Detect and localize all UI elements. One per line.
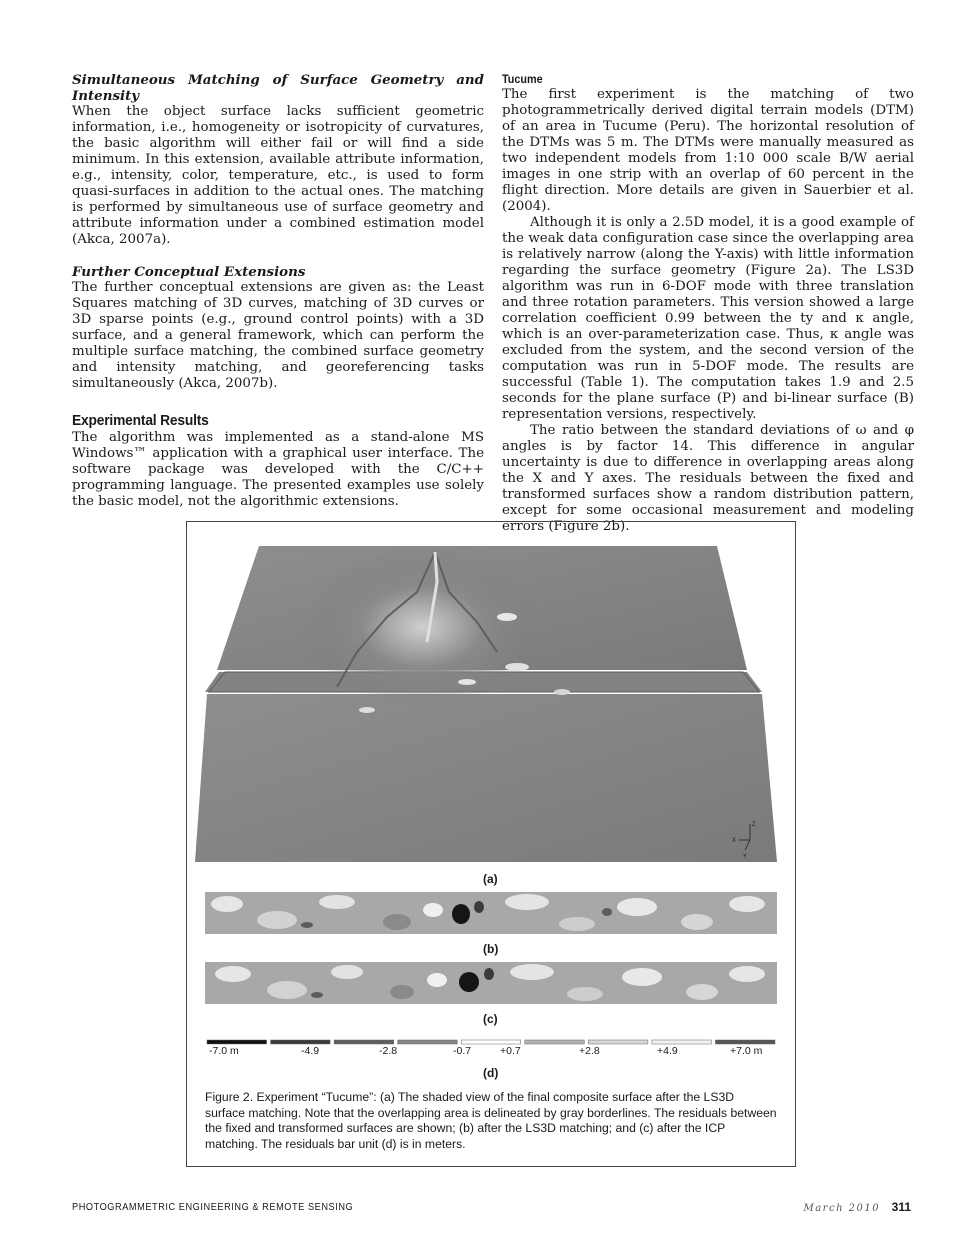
section-heading-tucume: Tucume (502, 72, 543, 86)
footer-page-number: 311 (891, 1200, 911, 1214)
paragraph-tucume-3: The ratio between the standard deviations of ω and φ angles is by factor 14. This difference in angular uncertainty is due to difference in overlapping areas along the X and Y axes. The residuals between the fixed and transformed surfaces show a random distribution pattern, except for some occasional measurement and modeling errors (Figure 2b). (502, 423, 914, 534)
scale-tick-label: +4.9 (657, 1045, 678, 1057)
scale-color-segment (271, 1040, 331, 1044)
lower-surface (195, 694, 777, 862)
panel-c-residual-strip (205, 962, 777, 1004)
scale-color-segment (588, 1040, 648, 1044)
section-heading-simultaneous-matching: Simultaneous Matching of Surface Geometry and Intensity (72, 72, 484, 104)
footer-journal-title: PHOTOGRAMMETRIC ENGINEERING & REMOTE SENSING (72, 1202, 354, 1213)
scale-color-segment (398, 1040, 458, 1044)
terrain-highlight (554, 689, 570, 695)
footer-date: March 2010 (803, 1203, 881, 1214)
panel-a-surface (195, 546, 777, 862)
axis-x-label: X (732, 838, 737, 844)
panel-d-scale-bar (207, 1040, 775, 1044)
paragraph-experimental-results: The algorithm was implemented as a stand-alone MS Windows™ application with a graphical user interface. The software package was developed with the C/C++ programming language. The presented examples use solely the basic model, not the algorithmic extensions. (72, 430, 484, 509)
scale-tick-label: -2.8 (379, 1045, 398, 1057)
section-heading-experimental-results: Experimental Results (72, 412, 209, 429)
paragraph-further-extensions: The further conceptual extensions are given as: the Least Squares matching of 3D curves, matching of 3D curves or 3D sparse points (e.g., ground control points) with a 3D surface, and a general framework, which can perform the multiple surface matching, the combined surface geometry and intensity matching, and georeferencing tasks simultaneously (Akca, 2007b). (72, 280, 484, 391)
terrain-highlight (359, 707, 375, 713)
scale-color-segment (207, 1040, 267, 1044)
terrain-highlight (505, 663, 529, 671)
right-column (502, 72, 914, 535)
panel-label-b: (b) (483, 942, 499, 956)
scale-tick-label: -4.9 (301, 1045, 320, 1057)
scale-tick-label: -7.0 m (209, 1045, 239, 1057)
left-column (72, 72, 484, 510)
scale-color-segment (461, 1040, 521, 1044)
panel-label-a: (a) (483, 872, 498, 886)
terrain-highlight (497, 613, 517, 621)
figure-caption-text: Figure 2. Experiment “Tucume”: (a) The shaded view of the final composite surface after the LS3D surface matching. Note that the overlapping area is delineated by gray borderlines. The residuals between the fixed and transformed surfaces are shown; (b) after the LS3D matching; and (c) after the ICP matching. The residuals bar unit (d) is in meters. (205, 1090, 777, 1151)
scale-color-segment (715, 1040, 775, 1044)
scale-tick-label: -0.7 (453, 1045, 472, 1057)
axis-y-label: Y (743, 854, 748, 860)
paragraph-simultaneous-matching: When the object surface lacks sufficient geometric information, i.e., homogeneity or isotropicity of curvatures, the basic algorithm will either fail or will find a side minimum. In this extension, available attribute information, e.g., intensity, color, temperature, etc., is used to form quasi-surfaces in addition to the actual ones. The matching is performed by simultaneous use of surface geometry and attribute information under a combined estimation model (Akca, 2007a). (72, 104, 484, 247)
scale-color-segment (525, 1040, 585, 1044)
figure-graphic (187, 522, 795, 1082)
scale-tick-label: +2.8 (579, 1045, 600, 1057)
scale-tick-label: +7.0 m (730, 1045, 763, 1057)
scale-color-segment (334, 1040, 394, 1044)
figure-caption (205, 1090, 777, 1152)
paragraph-tucume-1: The first experiment is the matching of two photogrammetrically derived digital terrain models (DTM) of an area in Tucume (Peru). The horizontal resolution of the DTMs was 5 m. The DTMs were manually measured as two independent models from 1:10 000 scale B/W aerial images in one strip with an overlap of 60 percent in the flight direction. More details are given in Sauerbier et al. (2004). (502, 87, 914, 214)
footer-page-info (803, 1200, 911, 1214)
scale-tick-label: +0.7 (500, 1045, 521, 1057)
panel-label-c: (c) (483, 1012, 498, 1026)
axis-z-label: Z (752, 822, 756, 828)
panel-b-residual-strip (205, 892, 777, 934)
terrain-highlight (458, 679, 476, 685)
panel-label-d: (d) (483, 1066, 499, 1080)
section-heading-further-extensions: Further Conceptual Extensions (72, 264, 306, 280)
scale-color-segment (652, 1040, 712, 1044)
figure-2 (186, 521, 796, 1167)
mountain-shade (302, 547, 542, 707)
paragraph-tucume-2: Although it is only a 2.5D model, it is a good example of the weak data configuration case since the overlapping area is relatively narrow (along the Y-axis) with little information regarding the surface geometry (Figure 2a). The LS3D algorithm was run in 6-DOF mode with three translation and three rotation parameters. This version showed a large correlation coefficient 0.99 between the ty and κ angle, which is an over-parameterization case. Thus, κ angle was excluded from the system, and the second version of the computation was run in 5-DOF mode. The results are successful (Table 1). The computation takes 1.9 and 2.5 seconds for the plane surface (P) and bi-linear surface (B) representation versions, respectively. (502, 215, 914, 422)
